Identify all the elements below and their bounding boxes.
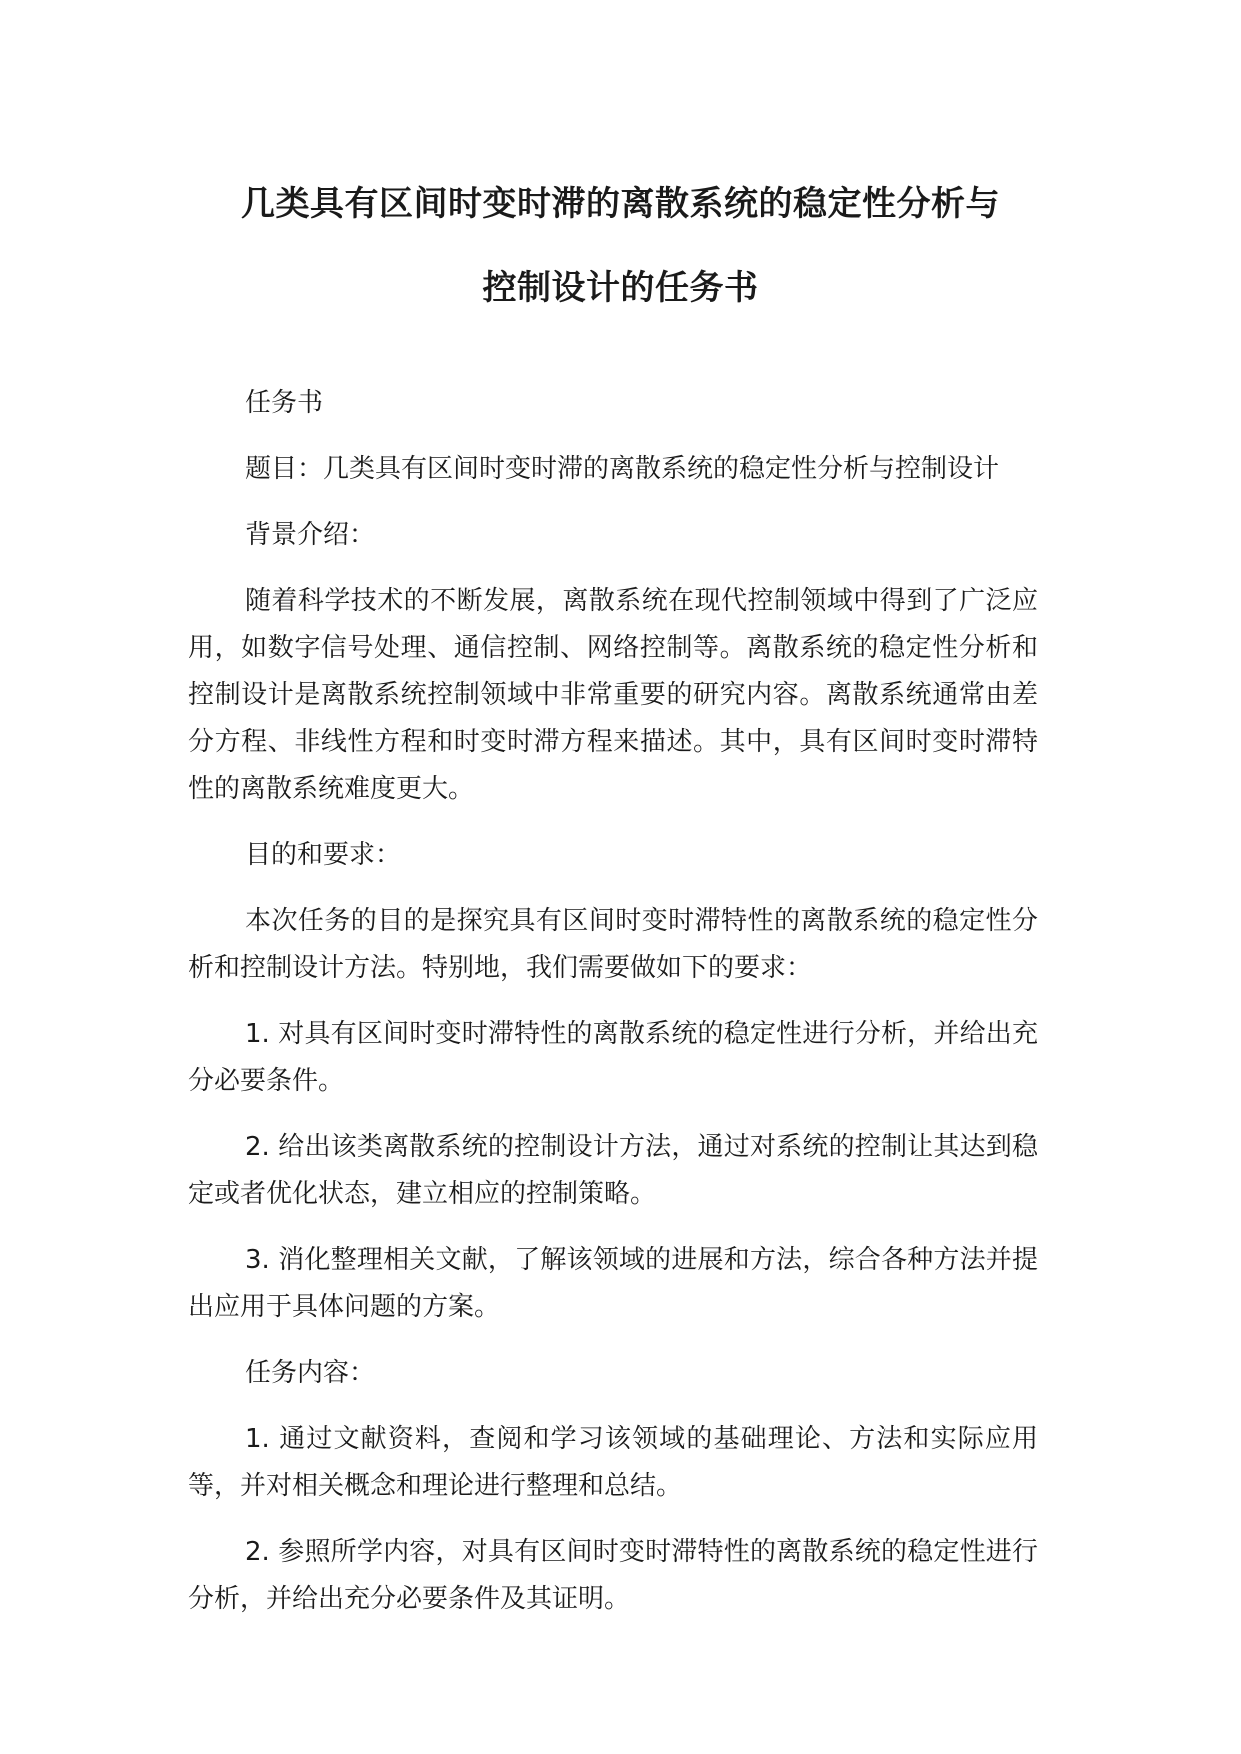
section-heading-goals: 目的和要求：: [245, 840, 402, 870]
section-heading-background: 背景介绍：: [245, 520, 376, 550]
task-content-item-1: 1. 通过文献资料，查阅和学习该领域的基础理论、方法和实际应用等，并对相关概念和理论进行整理和总结。: [188, 1424, 1038, 1501]
document-title-line-1: 几类具有区间时变时滞的离散系统的稳定性分析与: [241, 184, 1000, 224]
task-content-item-2: 2. 参照所学内容，对具有区间时变时滞特性的离散系统的稳定性进行分析，并给出充分必要条件及其证明。: [188, 1537, 1038, 1614]
requirement-item-1: 1. 对具有区间时变时滞特性的离散系统的稳定性进行分析，并给出充分必要条件。: [188, 1019, 1038, 1096]
document-body: [188, 380, 1038, 1642]
requirement-item-3: 3. 消化整理相关文献，了解该领域的进展和方法，综合各种方法并提出应用于具体问题的方案。: [188, 1245, 1038, 1322]
section-label-task-book: 任务书: [245, 388, 324, 418]
goals-paragraph: 本次任务的目的是探究具有区间时变时滞特性的离散系统的稳定性分析和控制设计方法。特别地，我们需要做如下的要求：: [188, 906, 1038, 983]
section-heading-task-content: 任务内容：: [245, 1358, 376, 1388]
background-paragraph: 随着科学技术的不断发展，离散系统在现代控制领域中得到了广泛应用，如数字信号处理、通信控制、网络控制等。离散系统的稳定性分析和控制设计是离散系统控制领域中非常重要的研究内容。离散系统通常由差分方程、非线性方程和时变时滞方程来描述。其中，具有区间时变时滞特性的离散系统难度更大。: [188, 586, 1038, 804]
topic-line: 题目：几类具有区间时变时滞的离散系统的稳定性分析与控制设计: [245, 454, 1000, 484]
requirement-item-2: 2. 给出该类离散系统的控制设计方法，通过对系统的控制让其达到稳定或者优化状态，建立相应的控制策略。: [188, 1132, 1038, 1209]
document-title-line-2: 控制设计的任务书: [482, 268, 759, 308]
